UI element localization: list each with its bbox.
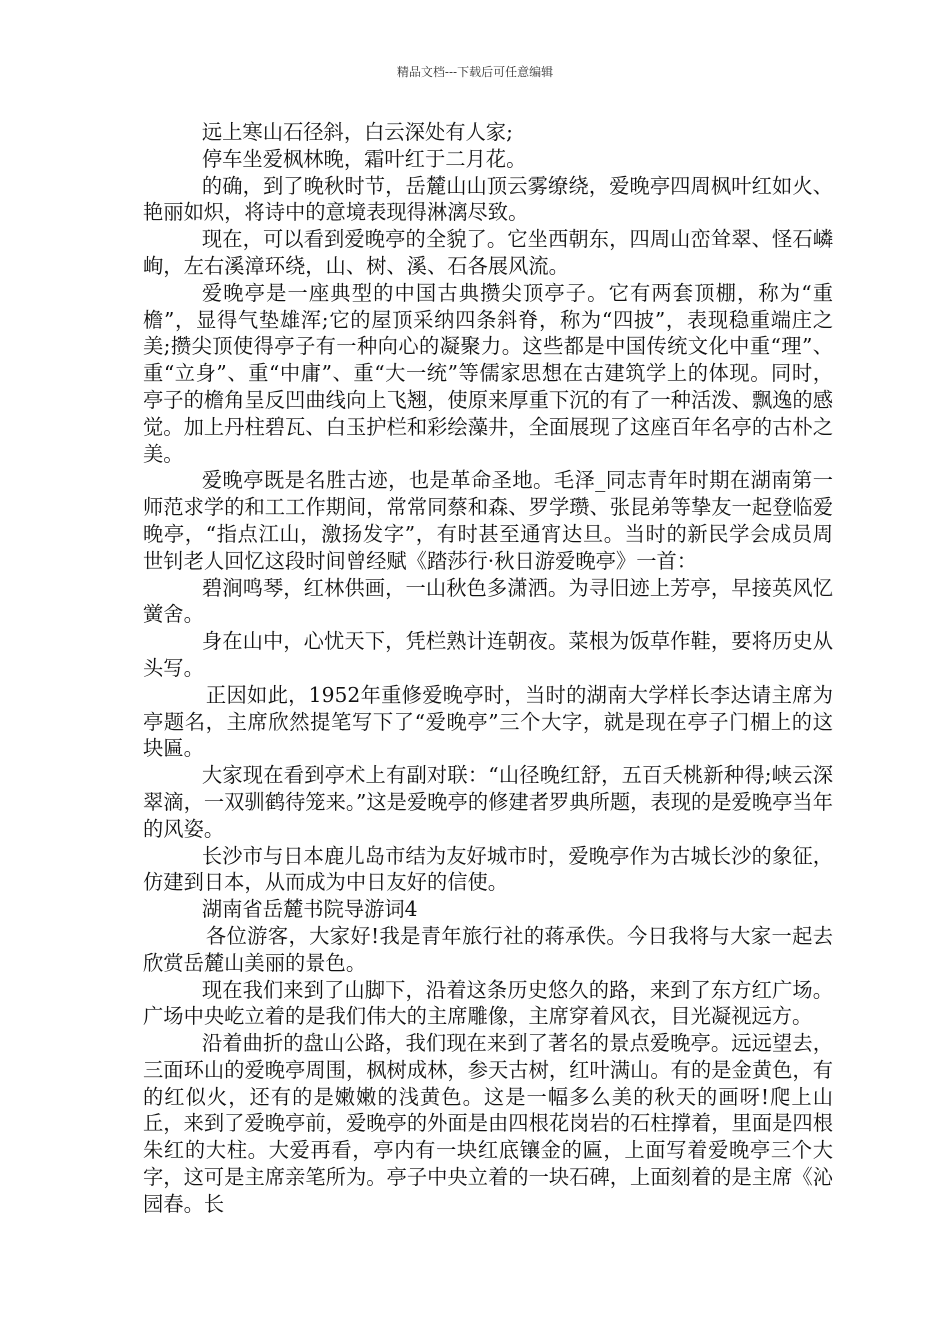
- document-body: [143, 119, 833, 1218]
- poem-stanza-2: 身在山中，心忧天下，凭栏熟计连朝夜。菜根为饭草作鞋，要将历史从头写。: [143, 629, 833, 680]
- section-heading: 湖南省岳麓书院导游词4: [201, 897, 418, 922]
- paragraph-greeting: 各位游客，大家好!我是青年旅行社的蒋承佚。今日我将与大家一起去欣赏岳麓山美丽的景色。: [143, 923, 833, 975]
- paragraph-architecture: 爱晚亭是一座典型的中国古典攒尖顶亭子。它有两套顶棚，称为“重檐”，显得气垫雄浑;它的屋顶采纳四条斜脊，称为“四披”，表现稳重端庄之美;攒尖顶使得亭子有一种向心的凝聚力。这些都是中国传统文化中重“理”、重“立身”、重“中庸”、重“大一统”等儒家思想在古建筑学上的体现。同时，亭子的檐角呈反凹曲线向上飞翘，使原来厚重下沉的有了一种活泼、飘逸的感觉。加上丹柱碧瓦、白玉护栏和彩绘藻井，全面展现了这座百年名亭的古朴之美。: [143, 280, 833, 466]
- paragraph-aiwan-pavilion: 沿着曲折的盘山公路，我们现在来到了著名的景点爱晚亭。远远望去，三面环山的爱晚亭周围，枫树成林，参天古树，红叶满山。有的是金黄色，有的红似火，还有的是嫩嫩的浅黄色。这是一幅多么美的秋天的画呀!爬上山丘，来到了爱晚亭前，爱晚亭的外面是由四根花岗岩的石柱撑着，里面是四根朱红的大柱。大爱再看，亭内有一块红底镶金的匾，上面写着爱晚亭三个大字，这可是主席亲笔所为。亭子中央立着的一块石碑，上面刻着的是主席《沁园春。长: [143, 1031, 833, 1216]
- paragraph-sister-city: 长沙市与日本鹿儿岛市结为友好城市时，爱晚亭作为古城长沙的象征，仿建到日本，从而成为中日友好的信使。: [143, 843, 833, 895]
- poem-line-1: 远上寒山石径斜，白云深处有人家;: [201, 120, 513, 144]
- paragraph-full-view: 现在，可以看到爱晚亭的全貌了。它坐西朝东，四周山峦耸翠、怪石嶙峋，左右溪漳环绕，山、树、溪、石各展风流。: [143, 227, 833, 278]
- paragraph-foot-of-mountain: 现在我们来到了山脚下，沿着这条历史悠久的路，来到了东方红广场。广场中央屹立着的是我们伟大的主席雕像，主席穿着风衣，目光凝视远方。: [143, 977, 833, 1029]
- paragraph-revolutionary-site: 爱晚亭既是名胜古迹，也是革命圣地。毛泽_同志青年时期在湖南第一师范求学的和工工作期间，常常同蔡和森、罗学瓒、张昆弟等挚友一起登临爱晚亭，“指点江山，激扬发字”，有时甚至通宵达旦。当时的新民学会成员周世钊老人回忆这段时间曾经赋《踏莎行·秋日游爱晚亭》一首：: [143, 468, 833, 573]
- poem-stanza-1: 碧涧鸣琴，红林供画，一山秋色多潇洒。为寻旧迹上芳亭，早接英风忆黉舍。: [143, 575, 833, 627]
- page-header: 精品文档---下载后可任意编辑: [396, 65, 554, 79]
- paragraph-1952-rebuild: 正因如此，1952年重修爱晚亭时，当时的湖南大学样长李达请主席为亭题名，主席欣然提笔写下了“爱晚亭”三个大字，就是现在亭子门楣上的这块匾。: [143, 682, 833, 761]
- paragraph-autumn-scenery: 的确，到了晚秋时节，岳麓山山顶云雾缭绕，爱晚亭四周枫叶红如火、艳丽如炽，将诗中的意境表现得淋漓尽致。: [143, 173, 833, 225]
- poem-line-2: 停车坐爱枫林晚，霜叶红于二月花。: [201, 146, 527, 171]
- paragraph-couplet: 大家现在看到亭术上有副对联：“山径晚红舒，五百夭桃新种得;峡云深翠滴，一双驯鹤待笼来。”这是爱晚亭的修建者罗典所题，表现的是爱晚亭当年的风姿。: [143, 763, 833, 841]
